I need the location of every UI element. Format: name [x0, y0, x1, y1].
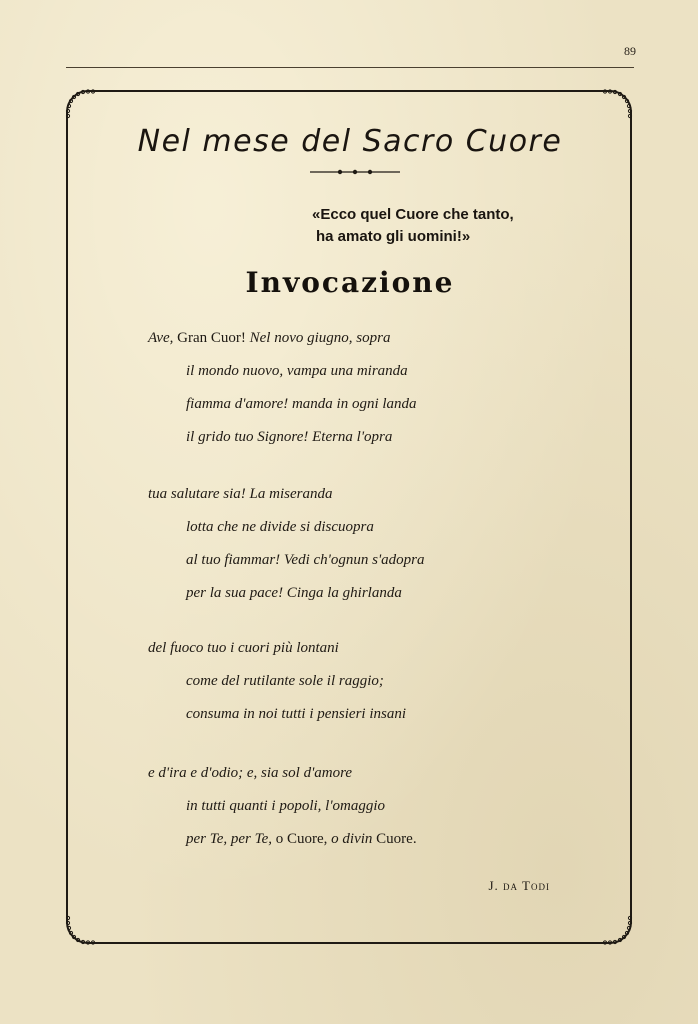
poem-line: Ave, Gran Cuor! Nel novo giugno, sopra	[148, 330, 391, 346]
epigraph	[300, 204, 600, 248]
poem-line: per Te, per Te, o Cuore, o divin Cuore.	[186, 831, 417, 847]
poem-line: il mondo nuovo, vampa una miranda	[186, 363, 408, 379]
author-signature: J. da Todi	[488, 878, 550, 893]
poem-line: tua salutare sia! La miseranda	[148, 486, 333, 502]
stanza-4	[148, 757, 588, 856]
corner-ornament-top-left	[62, 86, 96, 120]
poem-line: come del rutilante sole il raggio;	[186, 673, 384, 689]
page-title: Nel mese del Sacro Cuore	[137, 124, 563, 159]
poem-line: del fuoco tuo i cuori più lontani	[148, 640, 339, 656]
poem-line: fiamma d'amore! manda in ogni landa	[186, 396, 417, 412]
epigraph-line: «Ecco quel Cuore che tanto,	[312, 206, 514, 223]
stanza-3	[148, 632, 588, 731]
stanza-1	[148, 322, 588, 454]
poem-line: e d'ira e d'odio; e, sia sol d'amore	[148, 765, 353, 781]
stanza-2	[148, 478, 588, 610]
poem-line: al tuo fiammar! Vedi ch'ognun s'adopra	[186, 552, 425, 568]
poem-heading: Invocazione	[245, 266, 455, 299]
epigraph-line: ha amato gli uomini!»	[316, 228, 471, 245]
poem-line: in tutti quanti i popoli, l'omaggio	[186, 798, 386, 814]
corner-ornament-top-right	[602, 86, 636, 120]
title-divider-ornament	[310, 167, 400, 177]
poem-line: per la sua pace! Cinga la ghirlanda	[186, 585, 402, 601]
poem-line: il grido tuo Signore! Eterna l'opra	[186, 429, 393, 445]
corner-ornament-bottom-left	[62, 914, 96, 948]
poem	[148, 322, 588, 856]
header-rule	[66, 67, 634, 68]
poem-line: lotta che ne divide si discuopra	[186, 519, 374, 535]
corner-ornament-bottom-right	[602, 914, 636, 948]
poem-line: consuma in noi tutti i pensieri insani	[186, 706, 406, 722]
page-number: 89	[624, 44, 636, 58]
